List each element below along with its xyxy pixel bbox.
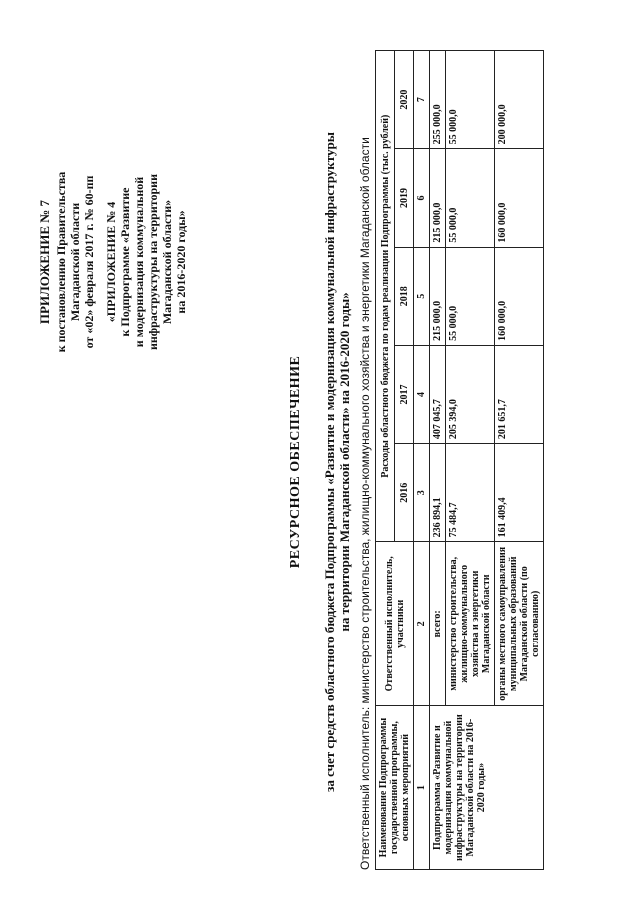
column-number: 3 [414,444,430,542]
column-number: 7 [414,51,430,149]
value-cell: 201 651,7 [495,345,544,443]
value-cell: 55 000,0 [446,247,495,345]
program-name-cell: Подпрограмма «Развитие и модернизация коммунальной инфраструктуры на территории Магаданской области на 2016-2020 годы» [430,706,544,870]
executor-cell: органы местного самоуправления муниципальных образований Магаданской области (по согласованию) [495,542,544,706]
executor-cell: министерство строительства, жилищно-коммунального хозяйства и энергетики Магаданской области [446,542,495,706]
value-cell: 161 409,4 [495,444,544,542]
header-year: 2020 [395,51,414,149]
value-cell: 160 000,0 [495,149,544,247]
appendix-line: к постановлению Правительства [54,171,68,353]
appendix-block [38,52,188,472]
header-year: 2016 [395,444,414,542]
header-year: 2017 [395,345,414,443]
document-title-block [288,52,352,872]
responsible-executor: Ответственный исполнитель: министерство строительства, жилищно-коммунального хозяйства и энергетики Магаданской области [358,137,372,870]
appendix-date: от «02» февраля 2017 г. № 60-пп [82,175,96,349]
appendix-line: на 2016-2020 годы» [174,210,188,314]
header-year: 2019 [395,149,414,247]
value-cell: 255 000,0 [430,51,446,149]
value-cell: 160 000,0 [495,247,544,345]
appendix-line: Магаданской области» [160,199,174,325]
column-number: 2 [414,542,430,706]
table-row [430,51,446,870]
value-cell: 55 000,0 [446,149,495,247]
value-cell: 236 894,1 [430,444,446,542]
column-number: 1 [414,706,430,870]
column-number: 4 [414,345,430,443]
header-expenses: Расходы областного бюджета по годам реализации Подпрограммы (тыс. рублей) [376,51,395,542]
header-executor: Ответственный исполнитель, участники [376,542,414,706]
document-subtitle: за счет средств областного бюджета Подпрограммы «Развитие и модернизация коммунальной инфраструктуры [322,132,337,792]
value-cell: 200 000,0 [495,51,544,149]
executor-cell: всего: [430,542,446,706]
appendix-line: инфраструктуры на территории [146,174,160,351]
column-number: 5 [414,247,430,345]
resource-table [375,50,544,870]
header-year: 2018 [395,247,414,345]
value-cell: 215 000,0 [430,149,446,247]
value-cell: 75 484,7 [446,444,495,542]
appendix-title: ПРИЛОЖЕНИЕ № 7 [37,199,52,325]
value-cell: 55 000,0 [446,51,495,149]
appendix-subtitle: «ПРИЛОЖЕНИЕ № 4 [104,201,118,323]
column-number: 6 [414,149,430,247]
rotated-sheet [30,32,610,892]
header-name: Наименование Подпрограммы государственной программы, основных мероприятий [376,706,414,870]
document-title: РЕСУРСНОЕ ОБЕСПЕЧЕНИЕ [288,355,303,569]
appendix-line: к Подпрограмме «Развитие [118,187,132,337]
appendix-line: и модернизация коммунальной [132,176,146,348]
appendix-line: Магаданской области [68,202,82,322]
value-cell: 407 045,7 [430,345,446,443]
value-cell: 215 000,0 [430,247,446,345]
value-cell: 205 394,0 [446,345,495,443]
document-subtitle: на территории Магаданской области» на 2016-2020 годы» [337,292,352,632]
